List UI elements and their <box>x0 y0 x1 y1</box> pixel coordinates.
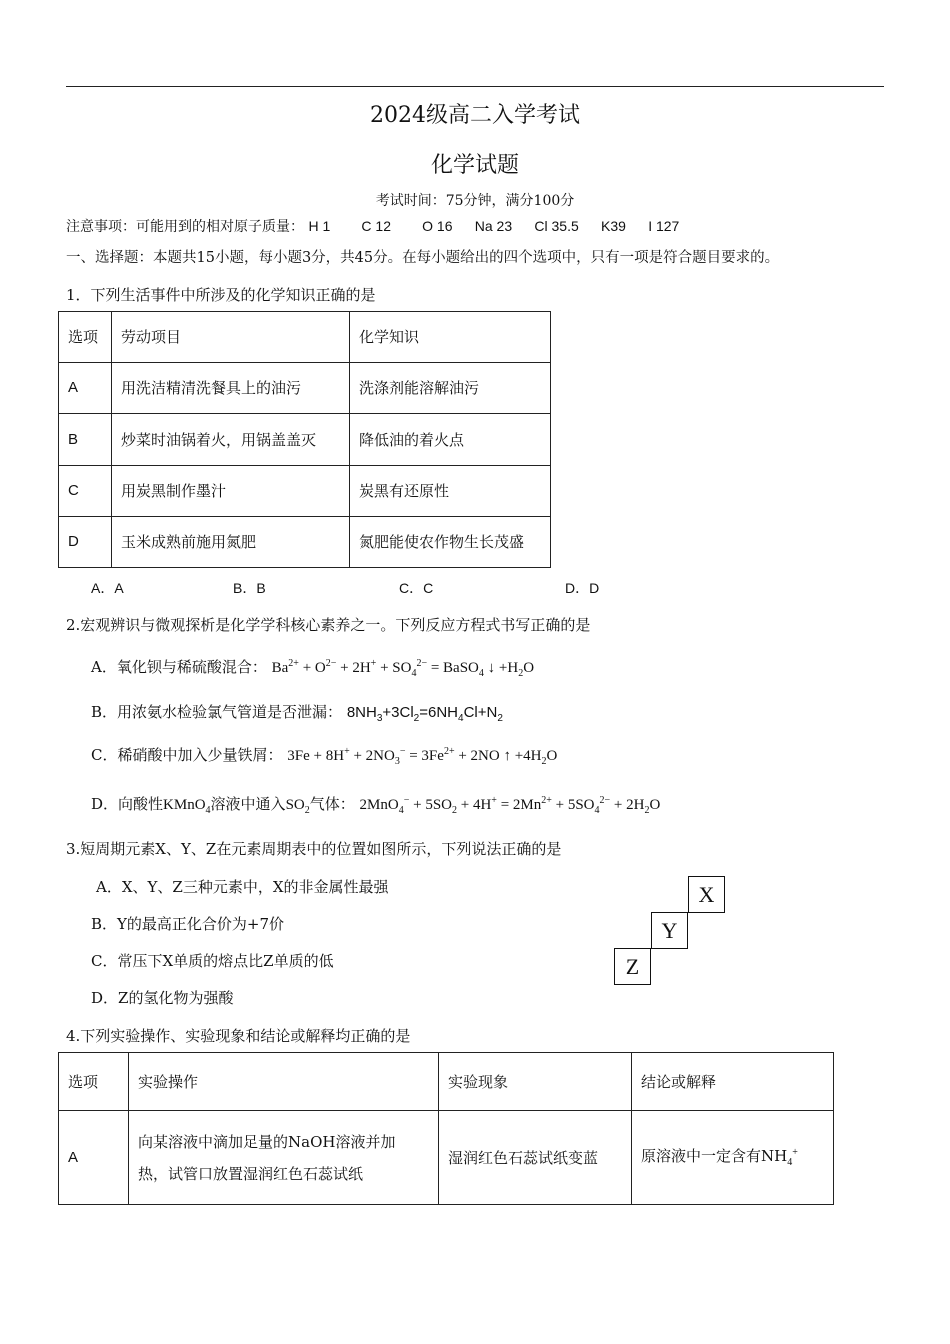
table-row <box>59 517 551 568</box>
atomic-mass-na: Na 23 <box>474 218 513 234</box>
table-header: 劳动项目 <box>112 312 350 363</box>
q4-stem: 4.下列实验操作、实验现象和结论或解释均正确的是 <box>66 1027 411 1045</box>
table-header: 实验现象 <box>439 1053 632 1111</box>
q1-option-a[interactable]: A．A <box>91 580 124 596</box>
q3-option-c[interactable]: C．常压下X单质的熔点比Z单质的低 <box>91 952 334 970</box>
atomic-mass-cl: Cl 35.5 <box>534 218 579 234</box>
table-header-row <box>59 312 551 363</box>
q4-table <box>58 1052 834 1205</box>
q3-stem: 3.短周期元素X、Y、Z在元素周期表中的位置如图所示，下列说法正确的是 <box>66 840 562 858</box>
q3-option-b[interactable]: B．Y的最高正化合价为+7价 <box>91 915 285 933</box>
table-row <box>59 1111 834 1205</box>
q1-table <box>58 311 551 568</box>
q2-equation-a: $Ba^{2+} + O^{2-} + 2H^+ + SO_4^{2-}$ = BaSO$_4$ ↓ $+H_2O$ <box>271 658 535 679</box>
exam-info: 考试时间：75分钟，满分100分 <box>375 193 575 209</box>
q2-option-d-mid2: 气体： <box>309 795 355 813</box>
table-row <box>59 466 551 517</box>
q2-equation-d: $2MnO_4^- + 5SO_2 + 4H^+ = 2Mn^{2+} + 5SO_4^{2-} + 2H_2O$ <box>359 795 661 816</box>
atomic-mass-o: O 16 <box>422 218 453 234</box>
table-cell: 用洗洁精清洗餐具上的油污 <box>112 363 350 414</box>
q2-option-a[interactable] <box>91 656 534 679</box>
exam-title: 2024级高二入学考试 <box>370 103 580 128</box>
q2-option-b-label: B．用浓氨水检验氯气管道是否泄漏： <box>91 703 343 721</box>
atomic-mass-i: I 127 <box>648 218 680 234</box>
section-heading: 一、选择题：本题共15小题，每小题3分，共45分。在每小题给出的四个选项中，只有一项是符合题目要求的。 <box>66 250 780 266</box>
q2-option-d[interactable] <box>91 793 660 816</box>
table-cell: B <box>59 414 112 466</box>
notice-line <box>66 216 679 236</box>
q2-option-a-label: A．氧化钡与稀硫酸混合： <box>91 658 267 676</box>
table-cell: 氮肥能使农作物生长茂盛 <box>350 517 551 568</box>
nh4-ion: $_4$+ <box>787 1146 798 1168</box>
operation-line: 热，试管口放置湿润红色石蕊试纸 <box>138 1164 364 1183</box>
q2-kmno4: KMnO$_4$ <box>163 797 211 816</box>
q2-option-d-mid1: 溶液中通入 <box>210 795 286 813</box>
table-header: 选项 <box>59 1053 129 1111</box>
table-cell: 降低油的着火点 <box>350 414 551 466</box>
table-cell <box>632 1111 834 1205</box>
exam-subject: 化学试题 <box>430 153 519 178</box>
top-rule <box>66 86 884 87</box>
q1-option-c[interactable]: C．C <box>399 580 434 596</box>
conclusion-text: 原溶液中一定含有NH <box>641 1146 788 1165</box>
operation-line: 向某溶液中滴加足量的NaOH溶液并加 <box>138 1132 396 1151</box>
atomic-mass-k: K39 <box>601 218 626 234</box>
q2-stem: 2.宏观辨识与微观探析是化学学科核心素养之一。下列反应方程式书写正确的是 <box>66 616 591 634</box>
table-header: 化学知识 <box>350 312 551 363</box>
table-cell: 炒菜时油锅着火，用锅盖盖灭 <box>112 414 350 466</box>
periodic-cell-y: Y <box>651 912 688 949</box>
table-cell: D <box>59 517 112 568</box>
q2-equation-b: $8NH_3+3Cl_2=6NH_4Cl+N_2$ <box>346 704 503 724</box>
table-cell: C <box>59 466 112 517</box>
table-cell: A <box>59 1111 129 1205</box>
q1-option-d[interactable]: D．D <box>565 580 600 596</box>
table-header: 选项 <box>59 312 112 363</box>
q2-option-b[interactable] <box>91 701 503 724</box>
q2-option-c-label: C．稀硝酸中加入少量铁屑： <box>91 746 283 764</box>
q2-option-d-label: D．向酸性 <box>91 795 164 813</box>
table-row <box>59 363 551 414</box>
table-header-row <box>59 1053 834 1111</box>
table-cell: 洗涤剂能溶解油污 <box>350 363 551 414</box>
periodic-cell-z: Z <box>614 948 651 985</box>
q3-option-a[interactable]: A．X、Y、Z三种元素中，X的非金属性最强 <box>96 878 389 896</box>
q1-stem: 1．下列生活事件中所涉及的化学知识正确的是 <box>66 286 376 304</box>
notice-label: 注意事项：可能用到的相对原子质量： <box>66 219 304 235</box>
table-cell: 用炭黑制作墨汁 <box>112 466 350 517</box>
periodic-cell-x: X <box>688 876 725 913</box>
q1-option-b[interactable]: B．B <box>233 580 266 596</box>
q2-equation-c: $3Fe + 8H^+ + 2NO_3^- = 3Fe^{2+} + 2NO$ ↑ $+4H_2O$ <box>287 746 558 767</box>
table-row <box>59 414 551 466</box>
table-header: 实验操作 <box>129 1053 439 1111</box>
table-cell: 湿润红色石蕊试纸变蓝 <box>439 1111 632 1205</box>
atomic-mass-h: H 1 <box>308 218 331 234</box>
q2-option-c[interactable] <box>91 744 557 767</box>
q2-so2: $SO_2$ <box>285 797 310 816</box>
q3-option-d[interactable]: D．Z的氢化物为强酸 <box>91 989 234 1007</box>
table-cell: 炭黑有还原性 <box>350 466 551 517</box>
table-cell: 玉米成熟前施用氮肥 <box>112 517 350 568</box>
atomic-mass-c: C 12 <box>361 218 391 234</box>
table-header: 结论或解释 <box>632 1053 834 1111</box>
table-cell: A <box>59 363 112 414</box>
table-cell <box>129 1111 439 1205</box>
